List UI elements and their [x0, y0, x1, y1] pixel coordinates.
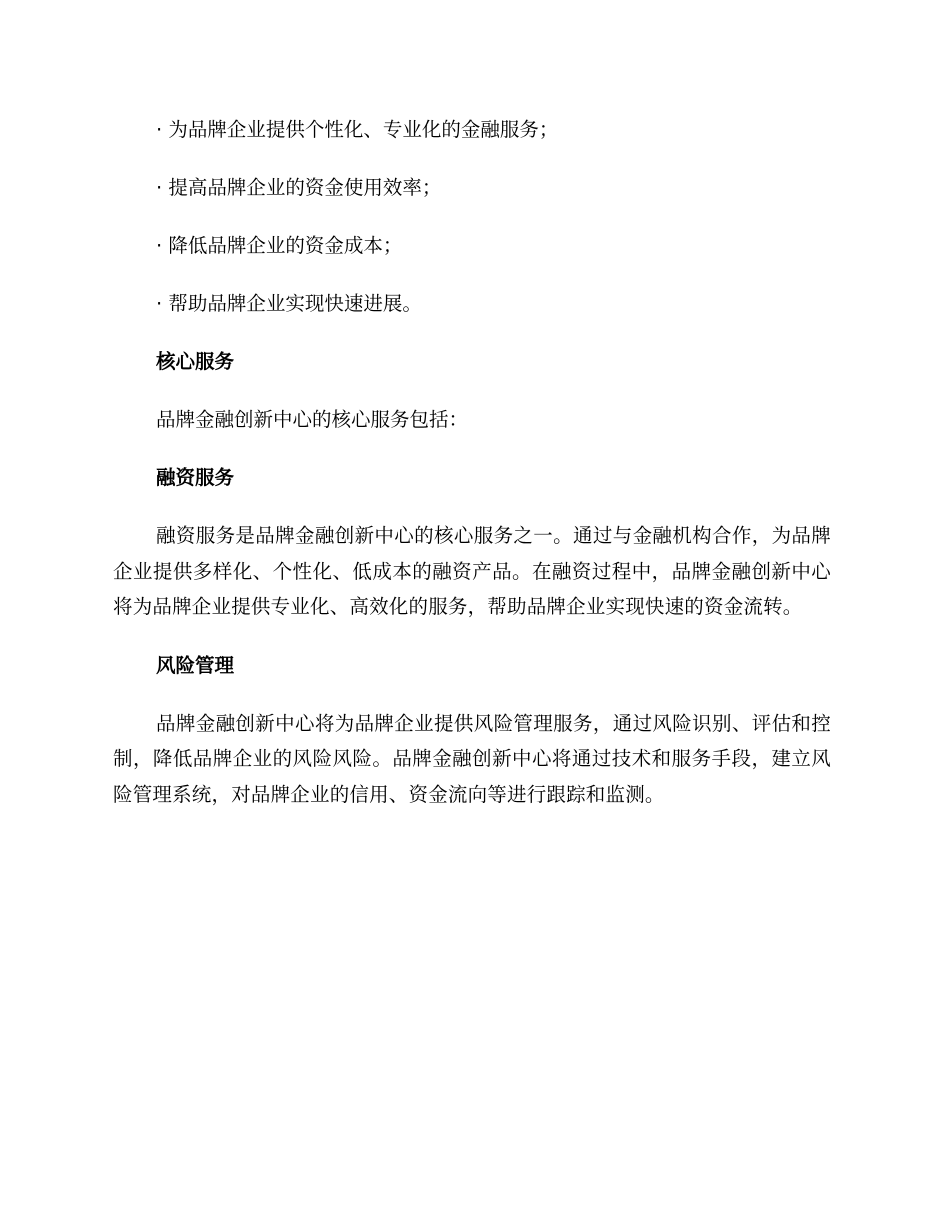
- bullet-item: · 帮助品牌企业实现快速进展。: [156, 292, 422, 315]
- financing-paragraph: 融资服务是品牌金融创新中心的核心服务之一。通过与金融机构合作，为品牌企业提供多样化、个性化、低成本的融资产品。在融资过程中，品牌金融创新中心将为品牌企业提供专业化、高效化的服务，帮助品牌企业实现快速的资金流转。: [113, 524, 831, 618]
- section-heading-risk: 风险管理: [156, 653, 235, 677]
- core-services-intro: 品牌金融创新中心的核心服务包括：: [156, 408, 469, 431]
- bullet-item: · 降低品牌企业的资金成本；: [156, 234, 403, 257]
- document-content: [113, 112, 831, 835]
- section-heading-financing: 融资服务: [156, 466, 235, 489]
- section-heading-core-services: 核心服务: [156, 350, 235, 373]
- risk-paragraph: 品牌金融创新中心将为品牌企业提供风险管理服务，通过风险识别、评估和控制，降低品牌企业的风险风险。品牌金融创新中心将通过技术和服务手段，建立风险管理系统，对品牌企业的信用、资金流向等进行跟踪和监测。: [113, 711, 831, 806]
- bullet-item: · 为品牌企业提供个性化、专业化的金融服务；: [156, 118, 559, 141]
- bullet-item: · 提高品牌企业的资金使用效率；: [156, 176, 442, 199]
